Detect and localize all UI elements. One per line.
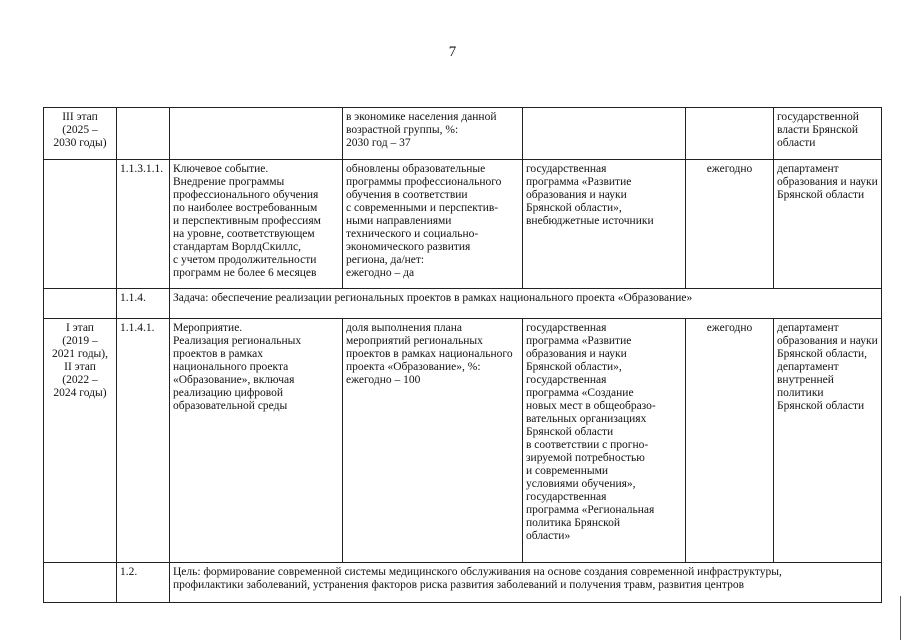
table-row xyxy=(44,108,882,160)
executor-cell: департамент образования и науки Брянской области, департамент внутренней политики Брянской области xyxy=(774,319,882,563)
table-row xyxy=(44,289,882,319)
scan-edge-mark xyxy=(900,596,905,640)
executor-cell: департамент образования и науки Брянской области xyxy=(774,160,882,289)
code-cell: 1.1.3.1.1. xyxy=(117,160,170,289)
table-row xyxy=(44,319,882,563)
indicator-cell: в экономике населения данной возрастной группы, %: 2030 год – 37 xyxy=(343,108,523,160)
code-cell: 1.1.4.1. xyxy=(117,319,170,563)
period-cell: ежегодно xyxy=(686,160,774,289)
code-cell: 1.1.4. xyxy=(117,289,170,319)
table-row xyxy=(44,160,882,289)
event-cell: Мероприятие. Реализация региональных проектов в рамках национального проекта «Образование», включая реализацию цифровой образовательной среды xyxy=(170,319,343,563)
executor-cell: государственной власти Брянской области xyxy=(774,108,882,160)
task-cell: Цель: формирование современной системы медицинского обслуживания на основе создания современной инфраструктуры, профилактики заболеваний, устранения факторов риска развития заболеваний и получения травм, развития центров xyxy=(170,563,882,603)
stage-cell xyxy=(44,289,117,319)
page-number: 7 xyxy=(448,44,457,60)
plan-table xyxy=(43,107,882,603)
stage-cell xyxy=(44,160,117,289)
indicator-cell: доля выполнения плана мероприятий региональных проектов в рамках национального проекта «Образование», %: ежегодно – 100 xyxy=(343,319,523,563)
code-cell: 1.2. xyxy=(117,563,170,603)
source-cell: государственная программа «Развитие образования и науки Брянской области», государственная программа «Создание новых мест в общеобразо- вательных организациях Брянской области в соответствии с прогно- зируемой потребностью и современными условиями обучения», государственная программа «Региональная политика Брянской области» xyxy=(523,319,686,563)
period-cell: ежегодно xyxy=(686,319,774,563)
event-cell xyxy=(170,108,343,160)
table-row xyxy=(44,563,882,603)
source-cell: государственная программа «Развитие образования и науки Брянской области», внебюджетные источники xyxy=(523,160,686,289)
stage-cell: III этап (2025 – 2030 годы) xyxy=(44,108,117,160)
indicator-cell: обновлены образовательные программы профессионального обучения в соответствии с современными и перспектив- ными направлениями технического и социально- экономического развития региона, да/нет: ежегодно – да xyxy=(343,160,523,289)
stage-cell xyxy=(44,563,117,603)
code-cell xyxy=(117,108,170,160)
source-cell xyxy=(523,108,686,160)
stage-cell: I этап (2019 – 2021 годы), II этап (2022 – 2024 годы) xyxy=(44,319,117,563)
period-cell xyxy=(686,108,774,160)
task-cell: Задача: обеспечение реализации региональных проектов в рамках национального проекта «Образование» xyxy=(170,289,882,319)
event-cell: Ключевое событие. Внедрение программы профессионального обучения по наиболее востребованным и перспективным профессиям на уровне, соответствующем стандартам ВорлдСкиллс, с учетом продолжительности программ не более 6 месяцев xyxy=(170,160,343,289)
